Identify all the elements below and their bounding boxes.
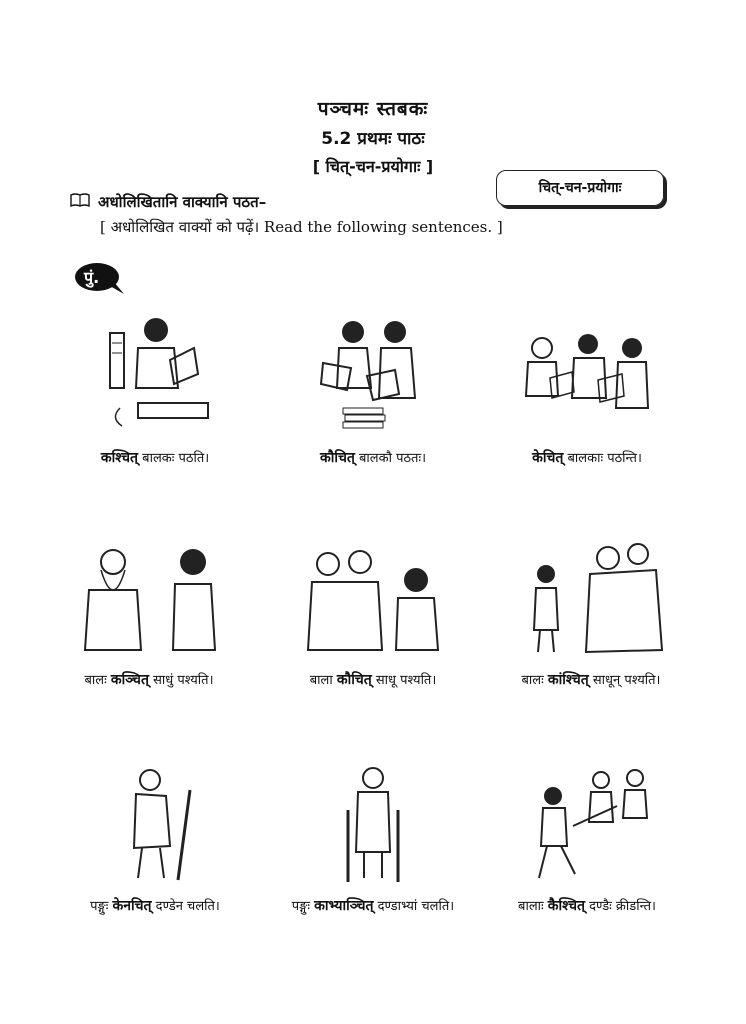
man-with-two-sticks-illustration bbox=[308, 766, 438, 886]
boy-sees-sage-illustration bbox=[69, 540, 229, 660]
sentence-caption bbox=[268, 448, 478, 467]
caption-prefix: पङ्गुः bbox=[291, 899, 315, 914]
picture-cell bbox=[50, 308, 260, 467]
caption-pronoun: कश्चित् bbox=[100, 450, 139, 466]
caption-pronoun: कैश्चित् bbox=[547, 898, 585, 914]
lesson-title: 5.2 प्रथमः पाठः bbox=[321, 129, 425, 149]
man-with-stick-illustration bbox=[90, 766, 220, 886]
sentence-caption bbox=[50, 448, 260, 467]
caption-prefix: बाला bbox=[309, 673, 337, 688]
instruction-translation: [ अधोलिखित वाक्यों को पढ़ें। Read the following sentences. ] bbox=[100, 218, 503, 236]
chapter-title: पञ्चमः स्तबकः bbox=[317, 98, 429, 120]
boy-sees-many-sages-illustration bbox=[516, 540, 666, 660]
caption-pronoun: केचित् bbox=[532, 450, 564, 466]
picture-cell bbox=[482, 308, 692, 467]
picture-cell bbox=[268, 766, 478, 915]
sentence-caption bbox=[44, 670, 254, 689]
caption-prefix: पङ्गुः bbox=[90, 899, 113, 914]
boys-playing-illustration bbox=[517, 766, 657, 886]
caption-suffix: बालकः पठति। bbox=[138, 451, 210, 466]
caption-suffix: दण्डेन चलति। bbox=[151, 899, 220, 914]
picture-cell bbox=[486, 540, 696, 689]
sentence-caption bbox=[486, 670, 696, 689]
picture-cell bbox=[482, 766, 692, 915]
gender-badge bbox=[74, 262, 126, 300]
caption-suffix: साधून् पश्यति। bbox=[588, 673, 661, 688]
sentence-caption bbox=[268, 670, 478, 689]
topic-box-label: चित्-चन-प्रयोगाः bbox=[496, 170, 664, 206]
picture-cell bbox=[50, 766, 260, 915]
sentence-caption bbox=[50, 896, 260, 915]
caption-pronoun: केनचित् bbox=[112, 898, 152, 914]
caption-prefix: बालः bbox=[84, 673, 111, 688]
picture-cell bbox=[268, 308, 478, 467]
caption-suffix: साधू पश्यति। bbox=[371, 673, 437, 688]
sentence-caption bbox=[482, 448, 692, 467]
sentence-caption bbox=[268, 896, 478, 915]
caption-suffix: साधुं पश्यति। bbox=[148, 673, 214, 688]
two-boys-reading-illustration bbox=[303, 308, 443, 438]
caption-suffix: बालकौ पठतः। bbox=[354, 451, 426, 466]
caption-pronoun: कौचित् bbox=[336, 672, 372, 688]
instruction-sanskrit: अधोलिखितानि वाक्यानि पठत– bbox=[98, 193, 267, 211]
caption-pronoun: कञ्चित् bbox=[110, 672, 149, 688]
book-icon bbox=[70, 192, 90, 212]
caption-suffix: बालकाः पठन्ति। bbox=[563, 451, 642, 466]
caption-prefix: बालाः bbox=[518, 899, 548, 914]
picture-cell bbox=[268, 540, 478, 689]
girl-sees-sages-illustration bbox=[298, 540, 448, 660]
instruction-line bbox=[70, 192, 266, 212]
caption-suffix: दण्डैः क्रीडन्ति। bbox=[584, 899, 656, 914]
caption-pronoun: कौचित् bbox=[320, 450, 355, 466]
caption-pronoun: काभ्याञ्चित् bbox=[314, 898, 374, 914]
boy-reading-illustration bbox=[90, 308, 220, 438]
caption-pronoun: कांश्चित् bbox=[547, 672, 589, 688]
sentence-caption bbox=[482, 896, 692, 915]
three-boys-reading-illustration bbox=[512, 308, 662, 438]
caption-suffix: दण्डाभ्यां चलति। bbox=[373, 899, 455, 914]
picture-cell bbox=[44, 540, 254, 689]
caption-prefix: बालः bbox=[521, 673, 548, 688]
topic-title: [ चित्-चन-प्रयोगाः ] bbox=[312, 157, 434, 176]
gender-badge-label: पुं. bbox=[84, 268, 100, 287]
